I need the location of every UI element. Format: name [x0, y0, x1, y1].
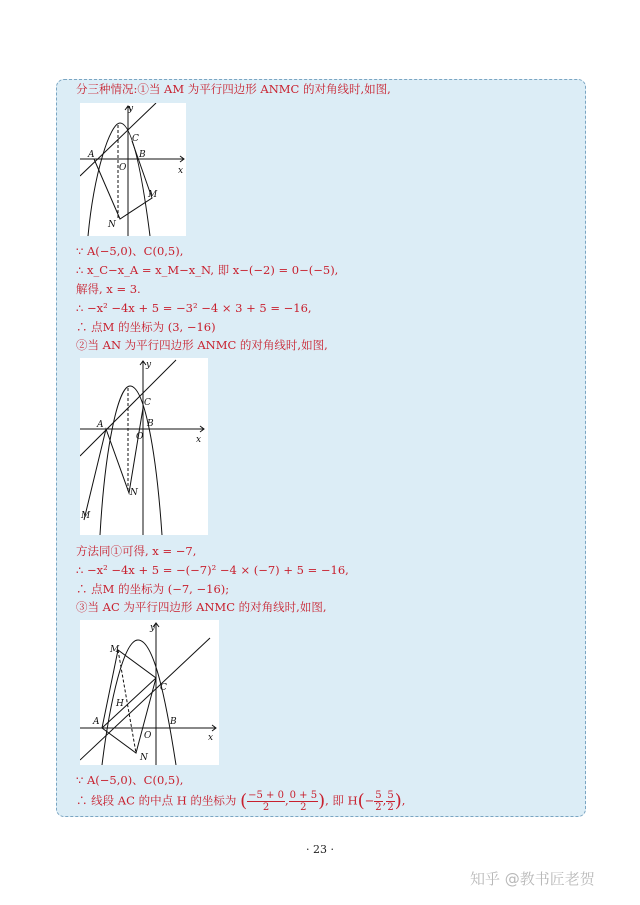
- text-line-compute: ∴ −x² −4x + 5 = −3² −4 × 3 + 5 = −16,: [76, 301, 312, 315]
- label-o: O: [144, 731, 152, 741]
- label-n: N: [140, 753, 148, 763]
- parabola: [102, 640, 176, 765]
- label-o: O: [119, 163, 127, 173]
- label-m: M: [110, 645, 120, 655]
- midpoint-text: ∴ 线段 AC 的中点 H 的坐标为: [76, 793, 237, 808]
- label-y: y: [146, 360, 152, 370]
- parabola: [88, 123, 150, 236]
- label-h: H: [116, 699, 124, 709]
- label-x: x: [196, 435, 202, 445]
- text-line-compute2: ∴ −x² −4x + 5 = −(−7)² −4 × (−7) + 5 = −16,: [76, 563, 349, 577]
- figure-case1: [80, 103, 186, 236]
- label-a: A: [97, 420, 104, 430]
- text-line-point-m2: ∴ 点M 的坐标为 (−7, −16);: [76, 582, 230, 596]
- label-c: C: [144, 398, 151, 408]
- text-line-case2: ②当 AN 为平行四边形 ANMC 的对角线时,如图,: [76, 338, 328, 352]
- label-x: x: [208, 733, 214, 743]
- label-m: M: [148, 190, 158, 200]
- text-line-midpoint: ∴ 线段 AC 的中点 H 的坐标为 ( $\frac{-5 + 0}{2}$ , $\frac{0 + 5}{2}$ ), 即 H(− $\frac{5}{2}$ , $\frac{5}{2}$ ),: [76, 790, 406, 813]
- text-line-case1: 分三种情况:①当 AM 为平行四边形 ANMC 的对角线时,如图,: [76, 82, 391, 96]
- figure-case2: [80, 358, 208, 535]
- fraction-hy: $\frac{5}{2}$: [387, 790, 394, 813]
- figure-case3: [80, 620, 219, 765]
- fraction-y: $\frac{0 + 5}{2}$: [289, 790, 318, 813]
- text-line-given2: ∵ A(−5,0)、C(0,5),: [76, 773, 184, 787]
- label-b: B: [170, 717, 177, 727]
- label-o: O: [136, 432, 144, 442]
- fraction-hx: $\frac{5}{2}$: [375, 790, 382, 813]
- text-line-point-m: ∴ 点M 的坐标为 (3, −16): [76, 320, 216, 334]
- label-n: N: [130, 488, 138, 498]
- label-c: C: [132, 134, 139, 144]
- page-number: · 23 ·: [306, 843, 334, 856]
- text-line-given: ∵ A(−5,0)、C(0,5),: [76, 244, 184, 258]
- fraction-x: $\frac{-5 + 0}{2}$: [248, 790, 284, 813]
- label-x: x: [178, 166, 184, 176]
- watermark: 知乎 @教书匠老贺: [470, 870, 595, 888]
- label-y: y: [128, 104, 134, 114]
- label-y: y: [150, 623, 156, 633]
- line-ac: [80, 638, 210, 760]
- label-a: A: [88, 150, 95, 160]
- parabola: [100, 386, 162, 535]
- label-a: A: [93, 717, 100, 727]
- label-b: B: [139, 150, 146, 160]
- label-m: M: [81, 511, 91, 521]
- label-n: N: [108, 220, 116, 230]
- label-c: C: [160, 683, 167, 693]
- label-b: B: [147, 419, 154, 429]
- midpoint-result-text: , 即 H: [325, 793, 358, 808]
- text-line-solve: 解得, x = 3.: [76, 282, 141, 296]
- text-line-case3: ③当 AC 为平行四边形 ANMC 的对角线时,如图,: [76, 600, 327, 614]
- text-line-method: 方法同①可得, x = −7,: [76, 544, 197, 558]
- text-line-equation: ∴ x_C−x_A = x_M−x_N, 即 x−(−2) = 0−(−5),: [76, 263, 339, 277]
